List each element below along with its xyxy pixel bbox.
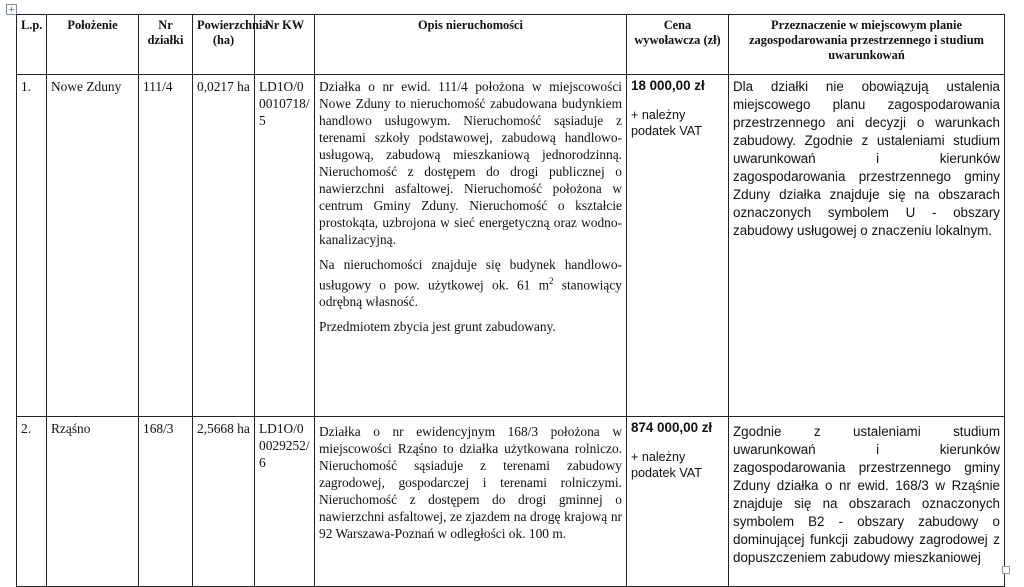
- row-price: [627, 75, 729, 417]
- header-purpose: Przeznaczenie w miejscowym planie zagospodarowania przestrzennego i studium uwarunkowań: [729, 15, 1005, 75]
- header-parcel-no: Nr działki: [139, 15, 193, 75]
- row-parcel-no: 168/3: [139, 417, 193, 587]
- header-lp: L.p.: [17, 15, 47, 75]
- row-location: Nowe Zduny: [47, 75, 139, 417]
- table-row: [17, 417, 1005, 587]
- row-parcel-no: 111/4: [139, 75, 193, 417]
- price-note: + należny podatek VAT: [631, 108, 702, 138]
- price-amount: 874 000,00 zł: [631, 420, 713, 435]
- row-location: Rząśno: [47, 417, 139, 587]
- row-lp: 1.: [17, 75, 47, 417]
- description-text: stanowiący odrębną własność.: [319, 277, 622, 310]
- row-kw: LD1O/00029252/6: [255, 417, 315, 587]
- table-move-handle-icon[interactable]: +: [6, 4, 17, 15]
- description-paragraph: Działka o nr ewidencyjnym 168/3 położona w miejscowości Rząśno to działka użytkowana rolniczo. Nieruchomość sąsiaduje z terenami zabudowy zagrodowej, gospodarczej i terenami rolniczymi. Nieruchomość z dostępem do drogi gminnej o nawierzchni asfaltowej, ze zjazdem na drogę krajową nr 92 Warszawa-Poznań w odległości ok. 100 m.: [319, 424, 622, 541]
- row-lp: 2.: [17, 417, 47, 587]
- table-row: [17, 75, 1005, 417]
- row-description: [315, 417, 627, 587]
- header-location: Położenie: [47, 15, 139, 75]
- header-row: [17, 15, 1005, 75]
- property-table: [16, 14, 1005, 587]
- row-purpose: Dla działki nie obowiązują ustalenia miejscowego planu zagospodarowania przestrzennego ani decyzji o warunkach zabudowy. Zgodnie z ustaleniami studium uwarunkowań i kierunków zagospodarowania przestrzennego gminy Zduny działka znajduje się na obszarach oznaczonych symbolem U - obszary zabudowy usługowej o znaczeniu lokalnym.: [729, 75, 1005, 417]
- header-description: Opis nieruchomości: [315, 15, 627, 75]
- row-price: [627, 417, 729, 587]
- description-paragraph: [319, 256, 622, 310]
- header-kw: Nr KW: [255, 15, 315, 75]
- row-kw: LD1O/00010718/5: [255, 75, 315, 417]
- row-area: 2,5668 ha: [193, 417, 255, 587]
- row-area: 0,0217 ha: [193, 75, 255, 417]
- description-paragraph: Przedmiotem zbycia jest grunt zabudowany.: [319, 319, 556, 335]
- row-purpose: Zgodnie z ustaleniami studium uwarunkowań i kierunków zagospodarowania przestrzennego gminy Zduny działka o nr ewid. 168/3 w Rząśnie znajduje się na obszarach oznaczonych symbolem B2 - obszary zabudowy o dominującej funkcji zabudowy zagrodowej z dopuszczeniem zabudowy mieszkaniowej: [729, 417, 1005, 587]
- header-area: Powierzchnia (ha): [193, 15, 255, 75]
- header-price: Cena wywoławcza (zł): [627, 15, 729, 75]
- description-text: Na nieruchomości znajduje się budynek handlowo-usługowy o pow. użytkowej ok. 61 m: [319, 257, 622, 293]
- table-resize-handle-icon[interactable]: [1002, 566, 1010, 574]
- price-note: + należny podatek VAT: [631, 450, 702, 480]
- row-description: [315, 75, 627, 417]
- description-superscript: 2: [549, 276, 554, 286]
- description-paragraph: Działka o nr ewid. 111/4 położona w miejscowości Nowe Zduny to nieruchomość zabudowana budynkiem handlowo usługowym. Nieruchomość sąsiaduje z terenami szkoły podstawowej, zabudową handlowo-usługową, zabudową mieszkaniową jednorodzinną. Nieruchomość z dostępem do drogi publicznej o nawierzchni asfaltowej. Nieruchomość położona w centrum Gminy Zduny. Nieruchomość o kształcie prostokąta, uzbrojona w sieć energetyczną oraz wodno-kanalizacyjną.: [319, 79, 622, 247]
- price-amount: 18 000,00 zł: [631, 78, 705, 93]
